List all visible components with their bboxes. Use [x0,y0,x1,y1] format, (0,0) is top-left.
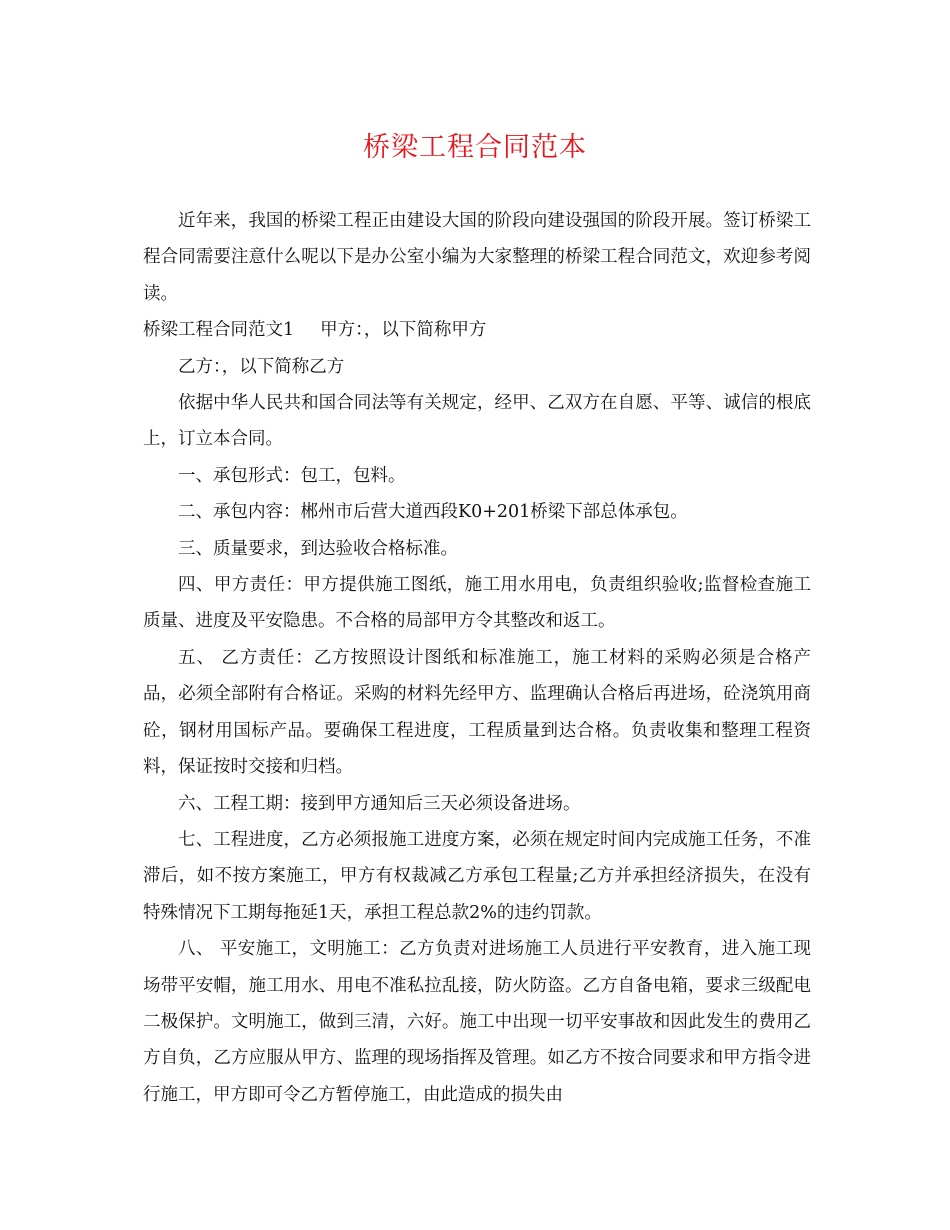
document-body [143,203,811,1113]
clause-1: 一、承包形式：包工，包料。 [178,465,406,486]
sample-heading-line [143,312,811,348]
party-b: 乙方：，以下简称乙方 [178,356,345,377]
clause-8: 八、 平安施工，文明施工：乙方负责对进场施工人员进行平安教育，进入施工现场带平安帽，施工用水、用电不准私拉乱接，防火防盗。乙方自备电箱，要求三级配电二极保护。文明施工，做到三清，六好。施工中出现一切平安事故和因此发生的费用乙方自负，乙方应服从甲方、监理的现场指挥及管理。如乙方不按合同要求和甲方指令进行施工，甲方即可令乙方暂停施工，由此造成的损失由 [143,939,811,1105]
intro-paragraph: 近年来，我国的桥梁工程正由建设大国的阶段向建设强国的阶段开展。签订桥梁工程合同需要注意什么呢以下是办公室小编为大家整理的桥梁工程合同范文，欢迎参考阅读。 [143,211,811,304]
party-a: 甲方：，以下简称甲方 [320,320,487,341]
clause-2: 二、承包内容：郴州市后营大道西段K0+201桥梁下部总体承包。 [178,502,688,523]
document-title: 桥梁工程合同范本 [363,132,587,163]
clause-4: 四、甲方责任：甲方提供施工图纸，施工用水用电，负责组织验收;监督检查施工质量、进度及平安隐患。不合格的局部甲方令其整改和返工。 [143,575,811,632]
clause-3: 三、质量要求，到达验收合格标准。 [178,538,458,559]
clause-7: 七、工程进度，乙方必须报施工进度方案，必须在规定时间内完成施工任务，不准滞后，如不按方案施工，甲方有权裁减乙方承包工程量;乙方并承担经济损失，在没有特殊情况下工期每拖延1天，承担工程总款2%的违约罚款。 [143,829,811,923]
clause-5: 五、 乙方责任：乙方按照设计图纸和标准施工，施工材料的采购必须是合格产品，必须全部附有合格证。采购的材料先经甲方、监理确认合格后再进场，砼浇筑用商砼，钢材用国标产品。要确保工程进度，工程质量到达合格。负责收集和整理工程资料，保证按时交接和归档。 [143,647,811,778]
basis-paragraph: 依据中华人民共和国合同法等有关规定，经甲、乙双方在自愿、平等、诚信的根底上，订立本合同。 [143,393,811,450]
clause-6: 六、工程工期：接到甲方通知后三天必须设备进场。 [178,793,581,814]
sample-heading: 桥梁工程合同范文1 [143,320,295,341]
